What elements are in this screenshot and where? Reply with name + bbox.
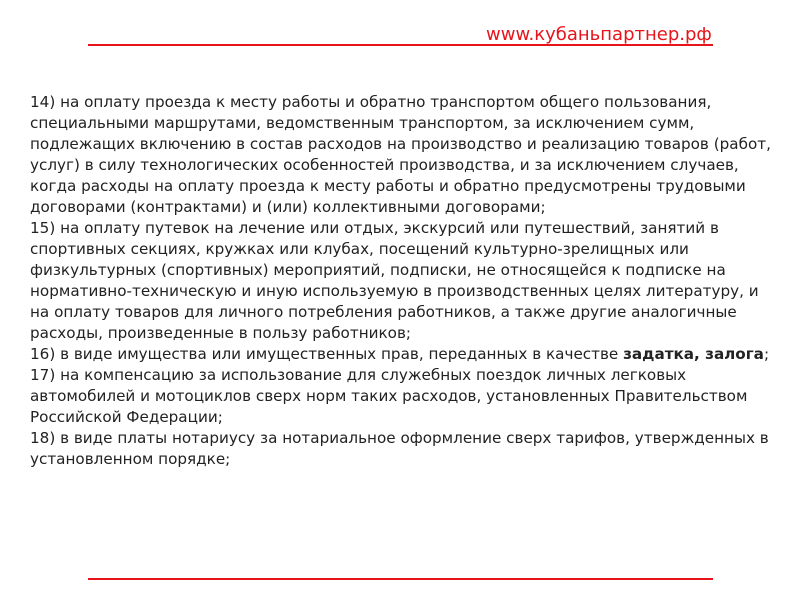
paragraph-16-text: 16) в виде имущества или имущественных прав, переданных в качестве <box>30 345 624 363</box>
paragraph-16 <box>30 344 778 365</box>
paragraph-17: 17) на компенсацию за использование для служебных поездок личных легковых автомобилей и мотоциклов сверх норм таких расходов, установленных Правительством Российской Федерации; <box>30 366 748 426</box>
paragraph-16-bold-text: задатка, залога <box>623 345 764 363</box>
footer-divider <box>88 578 713 580</box>
paragraph-14: 14) на оплату проезда к месту работы и обратно транспортом общего пользования, специальными маршрутами, ведомственным транспортом, за исключением сумм, подлежащих включению в состав расходов на производство и реализацию товаров (работ, услуг) в силу технологических особенностей производства, и за исключением случаев, когда расходы на оплату проезда к месту работы и обратно предусмотрены трудовыми договорами (контрактами) и (или) коллективными договорами; <box>30 93 771 216</box>
paragraph-18: 18) в виде платы нотариусу за нотариальное оформление сверх тарифов, утвержденных в установленном порядке; <box>30 429 769 468</box>
document-body <box>30 92 778 470</box>
site-url: www.кубаньпартнер.рф <box>486 24 712 45</box>
paragraph-16-end: ; <box>763 345 770 363</box>
paragraph-15: 15) на оплату путевок на лечение или отдых, экскурсий или путешествий, занятий в спортивных секциях, кружках или клубах, посещений культурно-зрелищных или физкультурных (спортивных) мероприятий, подписки, не относящейся к подписке на нормативно-техническую и иную используемую в производственных целях литературу, и на оплату товаров для личного потребления работников, а также другие аналогичные расходы, произведенные в пользу работников; <box>30 219 759 342</box>
